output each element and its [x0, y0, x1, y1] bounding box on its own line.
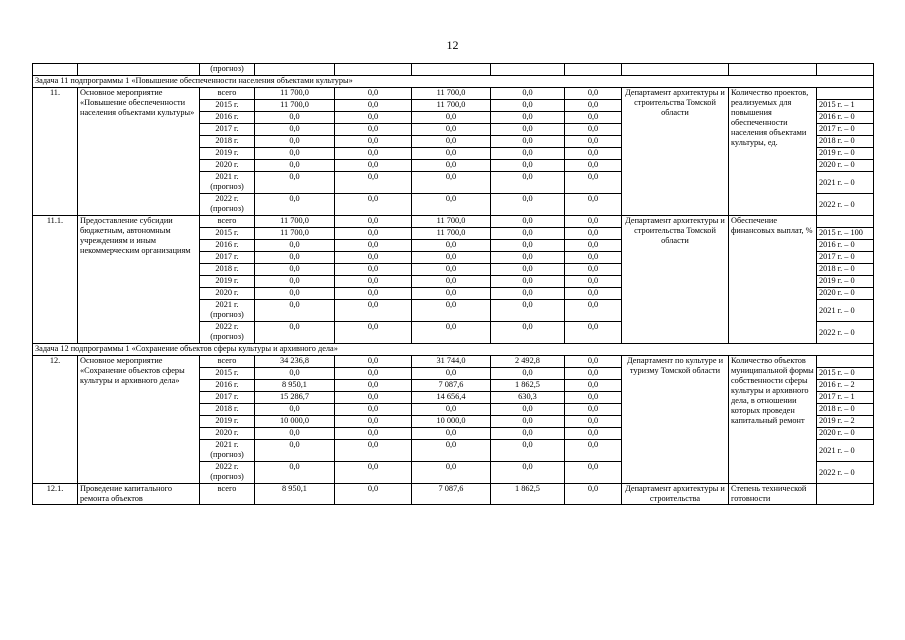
regional-cell: 0,0 — [412, 112, 491, 124]
local-cell: 0,0 — [491, 100, 565, 112]
target-value-cell: 2020 г. – 0 — [817, 288, 874, 300]
target-value-cell: 2015 г. – 0 — [817, 368, 874, 380]
federal-cell: 0,0 — [335, 462, 412, 484]
other-cell: 0,0 — [565, 252, 622, 264]
target-value-cell: 2021 г. – 0 — [817, 300, 874, 322]
target-value-cell: 2022 г. – 0 — [817, 322, 874, 344]
period-cell: всего — [200, 356, 255, 368]
other-cell: 0,0 — [565, 136, 622, 148]
target-value-cell: 2017 г. – 1 — [817, 392, 874, 404]
total-cell: 0,0 — [255, 160, 335, 172]
federal-cell: 0,0 — [335, 276, 412, 288]
table-cell — [255, 64, 335, 76]
item-number: 12.1. — [33, 484, 78, 505]
table-row — [33, 64, 874, 76]
period-cell: всего — [200, 216, 255, 228]
local-cell: 0,0 — [491, 148, 565, 160]
federal-cell: 0,0 — [335, 440, 412, 462]
table-cell — [729, 64, 817, 76]
target-value-cell: 2021 г. – 0 — [817, 440, 874, 462]
period-cell: 2017 г. — [200, 124, 255, 136]
other-cell: 0,0 — [565, 484, 622, 505]
local-cell: 0,0 — [491, 462, 565, 484]
regional-cell: 0,0 — [412, 252, 491, 264]
regional-cell: 0,0 — [412, 428, 491, 440]
federal-cell: 0,0 — [335, 194, 412, 216]
federal-cell: 0,0 — [335, 172, 412, 194]
regional-cell: 0,0 — [412, 288, 491, 300]
period-cell: 2018 г. — [200, 404, 255, 416]
other-cell: 0,0 — [565, 228, 622, 240]
local-cell: 0,0 — [491, 428, 565, 440]
target-value-cell: 2018 г. – 0 — [817, 404, 874, 416]
period-cell: 2015 г. — [200, 368, 255, 380]
period-cell: всего — [200, 484, 255, 505]
item-name: Основное мероприятие «Сохранение объектов сферы культуры и архивного дела» — [78, 356, 200, 484]
federal-cell: 0,0 — [335, 288, 412, 300]
other-cell: 0,0 — [565, 148, 622, 160]
federal-cell: 0,0 — [335, 368, 412, 380]
total-cell: 0,0 — [255, 136, 335, 148]
period-cell: 2015 г. — [200, 100, 255, 112]
target-value-cell: 2016 г. – 2 — [817, 380, 874, 392]
period-cell: 2021 г. (прогноз) — [200, 172, 255, 194]
page-number: 12 — [446, 38, 459, 52]
item-number: 12. — [33, 356, 78, 484]
total-cell: 0,0 — [255, 300, 335, 322]
other-cell: 0,0 — [565, 322, 622, 344]
table-cell — [335, 64, 412, 76]
period-cell: 2019 г. — [200, 416, 255, 428]
other-cell: 0,0 — [565, 100, 622, 112]
period-cell: 2022 г. (прогноз) — [200, 194, 255, 216]
table-cell — [565, 64, 622, 76]
local-cell: 0,0 — [491, 88, 565, 100]
target-value-cell: 2022 г. – 0 — [817, 194, 874, 216]
item-number: 11.1. — [33, 216, 78, 344]
total-cell: 0,0 — [255, 112, 335, 124]
local-cell: 0,0 — [491, 240, 565, 252]
local-cell: 0,0 — [491, 216, 565, 228]
target-value-cell: 2018 г. – 0 — [817, 136, 874, 148]
federal-cell: 0,0 — [335, 88, 412, 100]
federal-cell: 0,0 — [335, 300, 412, 322]
federal-cell: 0,0 — [335, 112, 412, 124]
other-cell: 0,0 — [565, 194, 622, 216]
local-cell: 0,0 — [491, 416, 565, 428]
regional-cell: 0,0 — [412, 300, 491, 322]
period-cell: 2020 г. — [200, 288, 255, 300]
regional-cell: 0,0 — [412, 462, 491, 484]
target-value-cell: 2021 г. – 0 — [817, 172, 874, 194]
local-cell: 0,0 — [491, 194, 565, 216]
federal-cell: 0,0 — [335, 416, 412, 428]
other-cell: 0,0 — [565, 368, 622, 380]
local-cell: 0,0 — [491, 288, 565, 300]
other-cell: 0,0 — [565, 124, 622, 136]
federal-cell: 0,0 — [335, 322, 412, 344]
table-body — [33, 64, 874, 505]
federal-cell: 0,0 — [335, 428, 412, 440]
total-cell: 11 700,0 — [255, 100, 335, 112]
other-cell: 0,0 — [565, 88, 622, 100]
target-value-cell — [817, 88, 874, 100]
local-cell: 1 862,5 — [491, 380, 565, 392]
period-cell: 2018 г. — [200, 136, 255, 148]
target-value-cell: 2016 г. – 0 — [817, 112, 874, 124]
task-title: Задача 12 подпрограммы 1 «Сохранение объектов сферы культуры и архивного дела» — [33, 344, 874, 356]
total-cell: 0,0 — [255, 172, 335, 194]
regional-cell: 11 700,0 — [412, 228, 491, 240]
budget-table — [32, 63, 874, 505]
local-cell: 0,0 — [491, 124, 565, 136]
other-cell: 0,0 — [565, 276, 622, 288]
other-cell: 0,0 — [565, 264, 622, 276]
regional-cell: 0,0 — [412, 264, 491, 276]
total-cell: 0,0 — [255, 368, 335, 380]
federal-cell: 0,0 — [335, 404, 412, 416]
indicator-cell: Количество проектов, реализуемых для повышения обеспеченности населения объектами культуры, ед. — [729, 88, 817, 216]
table-cell — [78, 64, 200, 76]
regional-cell: 11 700,0 — [412, 88, 491, 100]
period-cell: всего — [200, 88, 255, 100]
total-cell: 0,0 — [255, 276, 335, 288]
other-cell: 0,0 — [565, 240, 622, 252]
item-name: Проведение капитального ремонта объектов — [78, 484, 200, 505]
regional-cell: 0,0 — [412, 368, 491, 380]
federal-cell: 0,0 — [335, 392, 412, 404]
department-cell: Департамент по культуре и туризму Томской области — [622, 356, 729, 484]
local-cell: 0,0 — [491, 264, 565, 276]
local-cell: 0,0 — [491, 300, 565, 322]
department-cell: Департамент архитектуры и строительства Томской области — [622, 88, 729, 216]
target-value-cell: 2017 г. – 0 — [817, 252, 874, 264]
total-cell: 0,0 — [255, 240, 335, 252]
period-cell: 2018 г. — [200, 264, 255, 276]
period-cell: 2021 г. (прогноз) — [200, 440, 255, 462]
local-cell: 0,0 — [491, 368, 565, 380]
federal-cell: 0,0 — [335, 228, 412, 240]
item-name: Основное мероприятие «Повышение обеспеченности населения объектами культуры» — [78, 88, 200, 216]
indicator-cell: Степень технической готовности — [729, 484, 817, 505]
indicator-cell: Обеспечение финансовых выплат, % — [729, 216, 817, 344]
task-row — [33, 344, 874, 356]
regional-cell: 0,0 — [412, 148, 491, 160]
target-value-cell — [817, 216, 874, 228]
local-cell: 0,0 — [491, 136, 565, 148]
federal-cell: 0,0 — [335, 100, 412, 112]
target-value-cell: 2016 г. – 0 — [817, 240, 874, 252]
regional-cell: 0,0 — [412, 404, 491, 416]
target-value-cell — [817, 356, 874, 368]
table-row — [33, 484, 874, 505]
total-cell: 11 700,0 — [255, 88, 335, 100]
federal-cell: 0,0 — [335, 380, 412, 392]
federal-cell: 0,0 — [335, 252, 412, 264]
local-cell: 0,0 — [491, 112, 565, 124]
regional-cell: 0,0 — [412, 124, 491, 136]
period-cell: 2022 г. (прогноз) — [200, 322, 255, 344]
federal-cell: 0,0 — [335, 136, 412, 148]
total-cell: 0,0 — [255, 124, 335, 136]
total-cell: 11 700,0 — [255, 216, 335, 228]
federal-cell: 0,0 — [335, 124, 412, 136]
period-cell: 2019 г. — [200, 148, 255, 160]
table-row — [33, 356, 874, 368]
federal-cell: 0,0 — [335, 484, 412, 505]
target-value-cell: 2020 г. – 0 — [817, 428, 874, 440]
item-name: Предоставление субсидии бюджетным, автономным учреждениям и иным некоммерческим организациям — [78, 216, 200, 344]
regional-cell: 0,0 — [412, 276, 491, 288]
other-cell: 0,0 — [565, 172, 622, 194]
local-cell: 0,0 — [491, 276, 565, 288]
total-cell: 8 950,1 — [255, 380, 335, 392]
total-cell: 34 236,8 — [255, 356, 335, 368]
federal-cell: 0,0 — [335, 148, 412, 160]
local-cell: 2 492,8 — [491, 356, 565, 368]
regional-cell: 11 700,0 — [412, 100, 491, 112]
total-cell: 0,0 — [255, 148, 335, 160]
department-cell: Департамент архитектуры и строительства — [622, 484, 729, 505]
total-cell: 0,0 — [255, 428, 335, 440]
period-cell: 2016 г. — [200, 112, 255, 124]
regional-cell: 11 700,0 — [412, 216, 491, 228]
local-cell: 0,0 — [491, 228, 565, 240]
federal-cell: 0,0 — [335, 356, 412, 368]
other-cell: 0,0 — [565, 112, 622, 124]
table-cell — [491, 64, 565, 76]
target-value-cell: 2022 г. – 0 — [817, 462, 874, 484]
target-value-cell: 2018 г. – 0 — [817, 264, 874, 276]
total-cell: 0,0 — [255, 440, 335, 462]
local-cell: 0,0 — [491, 172, 565, 194]
target-value-cell: 2019 г. – 0 — [817, 148, 874, 160]
local-cell: 0,0 — [491, 252, 565, 264]
target-value-cell: 2020 г. – 0 — [817, 160, 874, 172]
table-cell — [412, 64, 491, 76]
federal-cell: 0,0 — [335, 216, 412, 228]
target-value-cell: 2015 г. – 100 — [817, 228, 874, 240]
table-row — [33, 216, 874, 228]
local-cell: 630,3 — [491, 392, 565, 404]
regional-cell: 7 087,6 — [412, 380, 491, 392]
other-cell: 0,0 — [565, 462, 622, 484]
regional-cell: 14 656,4 — [412, 392, 491, 404]
table-cell — [622, 64, 729, 76]
period-cell: 2016 г. — [200, 380, 255, 392]
federal-cell: 0,0 — [335, 240, 412, 252]
total-cell: 11 700,0 — [255, 228, 335, 240]
total-cell: 0,0 — [255, 252, 335, 264]
target-value-cell: 2019 г. – 2 — [817, 416, 874, 428]
total-cell: 8 950,1 — [255, 484, 335, 505]
task-title: Задача 11 подпрограммы 1 «Повышение обеспеченности населения объектами культуры» — [33, 76, 874, 88]
other-cell: 0,0 — [565, 440, 622, 462]
other-cell: 0,0 — [565, 216, 622, 228]
other-cell: 0,0 — [565, 416, 622, 428]
period-cell: 2017 г. — [200, 392, 255, 404]
period-cell: 2019 г. — [200, 276, 255, 288]
other-cell: 0,0 — [565, 392, 622, 404]
target-value-cell — [817, 484, 874, 505]
total-cell: 0,0 — [255, 322, 335, 344]
other-cell: 0,0 — [565, 404, 622, 416]
local-cell: 0,0 — [491, 440, 565, 462]
regional-cell: 0,0 — [412, 194, 491, 216]
total-cell: 0,0 — [255, 264, 335, 276]
total-cell: 15 286,7 — [255, 392, 335, 404]
period-cell: 2020 г. — [200, 428, 255, 440]
other-cell: 0,0 — [565, 288, 622, 300]
other-cell: 0,0 — [565, 160, 622, 172]
total-cell: 0,0 — [255, 462, 335, 484]
regional-cell: 0,0 — [412, 136, 491, 148]
regional-cell: 0,0 — [412, 160, 491, 172]
other-cell: 0,0 — [565, 380, 622, 392]
total-cell: 0,0 — [255, 194, 335, 216]
target-value-cell: 2017 г. – 0 — [817, 124, 874, 136]
regional-cell: 0,0 — [412, 322, 491, 344]
regional-cell: 0,0 — [412, 440, 491, 462]
period-cell: 2020 г. — [200, 160, 255, 172]
period-cell: (прогноз) — [200, 64, 255, 76]
regional-cell: 10 000,0 — [412, 416, 491, 428]
local-cell: 0,0 — [491, 322, 565, 344]
task-row — [33, 76, 874, 88]
target-value-cell: 2019 г. – 0 — [817, 276, 874, 288]
regional-cell: 0,0 — [412, 172, 491, 194]
period-cell: 2022 г. (прогноз) — [200, 462, 255, 484]
other-cell: 0,0 — [565, 300, 622, 322]
department-cell: Департамент архитектуры и строительства Томской области — [622, 216, 729, 344]
local-cell: 0,0 — [491, 160, 565, 172]
period-cell: 2017 г. — [200, 252, 255, 264]
total-cell: 10 000,0 — [255, 416, 335, 428]
table-cell — [817, 64, 874, 76]
period-cell: 2016 г. — [200, 240, 255, 252]
local-cell: 1 862,5 — [491, 484, 565, 505]
regional-cell: 0,0 — [412, 240, 491, 252]
regional-cell: 7 087,6 — [412, 484, 491, 505]
period-cell: 2021 г. (прогноз) — [200, 300, 255, 322]
regional-cell: 31 744,0 — [412, 356, 491, 368]
local-cell: 0,0 — [491, 404, 565, 416]
total-cell: 0,0 — [255, 288, 335, 300]
indicator-cell: Количество объектов муниципальной формы собственности сферы культуры и архивного дела, в отношении которых проведен капитальный ремонт — [729, 356, 817, 484]
table-cell — [33, 64, 78, 76]
table-row — [33, 88, 874, 100]
item-number: 11. — [33, 88, 78, 216]
federal-cell: 0,0 — [335, 160, 412, 172]
period-cell: 2015 г. — [200, 228, 255, 240]
target-value-cell: 2015 г. – 1 — [817, 100, 874, 112]
total-cell: 0,0 — [255, 404, 335, 416]
federal-cell: 0,0 — [335, 264, 412, 276]
other-cell: 0,0 — [565, 428, 622, 440]
other-cell: 0,0 — [565, 356, 622, 368]
